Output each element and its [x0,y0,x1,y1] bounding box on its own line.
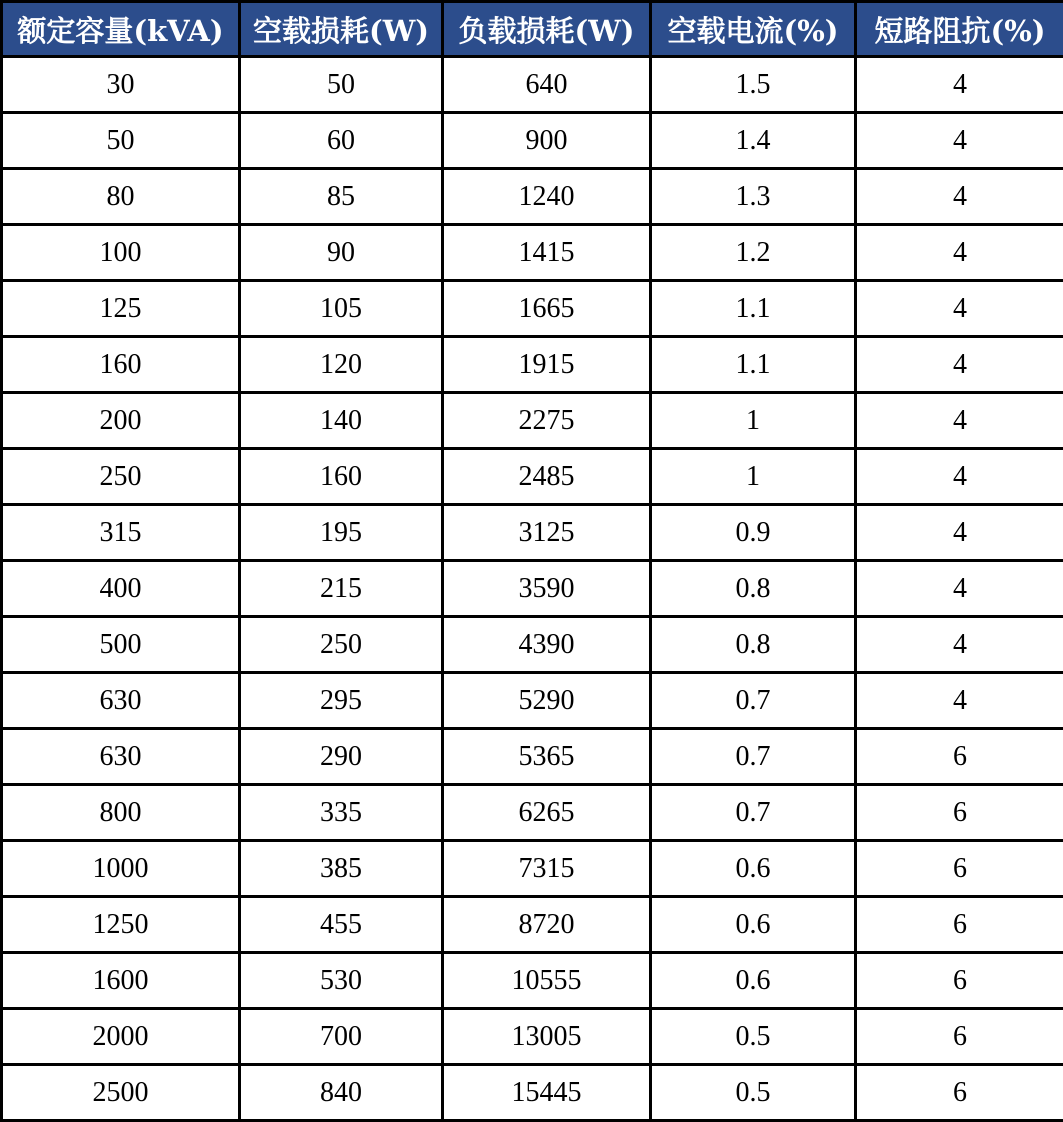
cell-short-circuit-impedance: 6 [856,841,1063,897]
table-row [2,449,1063,505]
table-row [2,785,1063,841]
cell-short-circuit-impedance: 4 [856,393,1063,449]
table-row [2,1065,1063,1121]
cell-load-loss: 3590 [443,561,651,617]
cell-rated-capacity: 30 [2,57,240,113]
table-row [2,897,1063,953]
cell-rated-capacity: 125 [2,281,240,337]
cell-load-loss: 10555 [443,953,651,1009]
table-row [2,393,1063,449]
cell-short-circuit-impedance: 6 [856,729,1063,785]
cell-no-load-loss: 85 [240,169,443,225]
cell-short-circuit-impedance: 4 [856,449,1063,505]
cell-no-load-loss: 335 [240,785,443,841]
cell-no-load-loss: 215 [240,561,443,617]
table-row [2,953,1063,1009]
cell-no-load-loss: 530 [240,953,443,1009]
cell-no-load-loss: 105 [240,281,443,337]
cell-rated-capacity: 630 [2,729,240,785]
header-no-load-current: 空载电流(%) [651,2,856,57]
cell-load-loss: 900 [443,113,651,169]
cell-rated-capacity: 500 [2,617,240,673]
cell-rated-capacity: 800 [2,785,240,841]
table-row [2,57,1063,113]
cell-short-circuit-impedance: 6 [856,1065,1063,1121]
cell-rated-capacity: 80 [2,169,240,225]
cell-no-load-current: 1.5 [651,57,856,113]
table-row [2,561,1063,617]
table-row [2,673,1063,729]
header-load-loss: 负载损耗(W) [443,2,651,57]
cell-no-load-current: 1.1 [651,337,856,393]
cell-no-load-current: 0.7 [651,729,856,785]
header-rated-capacity: 额定容量(kVA) [2,2,240,57]
cell-rated-capacity: 630 [2,673,240,729]
cell-no-load-current: 1.1 [651,281,856,337]
table-row [2,113,1063,169]
cell-no-load-loss: 385 [240,841,443,897]
cell-load-loss: 13005 [443,1009,651,1065]
cell-short-circuit-impedance: 4 [856,113,1063,169]
cell-rated-capacity: 50 [2,113,240,169]
cell-no-load-current: 0.6 [651,897,856,953]
table-header [2,2,1063,57]
cell-no-load-current: 0.6 [651,953,856,1009]
cell-rated-capacity: 100 [2,225,240,281]
cell-short-circuit-impedance: 4 [856,673,1063,729]
cell-no-load-loss: 455 [240,897,443,953]
header-row [2,2,1063,57]
cell-no-load-loss: 120 [240,337,443,393]
cell-no-load-loss: 195 [240,505,443,561]
cell-load-loss: 2485 [443,449,651,505]
cell-no-load-current: 0.5 [651,1009,856,1065]
table-row [2,337,1063,393]
header-no-load-loss: 空载损耗(W) [240,2,443,57]
cell-no-load-loss: 50 [240,57,443,113]
table-row [2,169,1063,225]
cell-no-load-loss: 290 [240,729,443,785]
cell-rated-capacity: 2000 [2,1009,240,1065]
cell-short-circuit-impedance: 4 [856,57,1063,113]
cell-rated-capacity: 1000 [2,841,240,897]
cell-load-loss: 5365 [443,729,651,785]
header-short-circuit-impedance: 短路阻抗(%) [856,2,1063,57]
cell-load-loss: 1240 [443,169,651,225]
cell-no-load-current: 0.7 [651,673,856,729]
table-row [2,617,1063,673]
cell-short-circuit-impedance: 4 [856,337,1063,393]
cell-rated-capacity: 1600 [2,953,240,1009]
cell-no-load-loss: 60 [240,113,443,169]
cell-no-load-loss: 840 [240,1065,443,1121]
cell-no-load-loss: 160 [240,449,443,505]
cell-no-load-current: 1.4 [651,113,856,169]
cell-load-loss: 6265 [443,785,651,841]
cell-rated-capacity: 400 [2,561,240,617]
cell-load-loss: 3125 [443,505,651,561]
cell-no-load-current: 0.8 [651,617,856,673]
cell-short-circuit-impedance: 4 [856,281,1063,337]
cell-no-load-current: 1 [651,449,856,505]
cell-no-load-current: 1.2 [651,225,856,281]
cell-load-loss: 5290 [443,673,651,729]
cell-rated-capacity: 160 [2,337,240,393]
cell-no-load-current: 0.6 [651,841,856,897]
cell-no-load-current: 0.5 [651,1065,856,1121]
cell-short-circuit-impedance: 4 [856,169,1063,225]
cell-no-load-current: 0.8 [651,561,856,617]
table-row [2,841,1063,897]
cell-load-loss: 1665 [443,281,651,337]
cell-short-circuit-impedance: 6 [856,953,1063,1009]
cell-no-load-loss: 250 [240,617,443,673]
cell-short-circuit-impedance: 4 [856,505,1063,561]
cell-load-loss: 1915 [443,337,651,393]
cell-short-circuit-impedance: 4 [856,561,1063,617]
cell-no-load-current: 0.9 [651,505,856,561]
table-row [2,1009,1063,1065]
cell-load-loss: 15445 [443,1065,651,1121]
cell-no-load-loss: 140 [240,393,443,449]
cell-load-loss: 1415 [443,225,651,281]
cell-short-circuit-impedance: 6 [856,785,1063,841]
cell-load-loss: 2275 [443,393,651,449]
cell-short-circuit-impedance: 6 [856,897,1063,953]
cell-rated-capacity: 315 [2,505,240,561]
cell-short-circuit-impedance: 4 [856,225,1063,281]
cell-no-load-current: 1 [651,393,856,449]
table-row [2,225,1063,281]
cell-load-loss: 640 [443,57,651,113]
table-row [2,505,1063,561]
cell-rated-capacity: 2500 [2,1065,240,1121]
cell-no-load-loss: 90 [240,225,443,281]
cell-no-load-loss: 295 [240,673,443,729]
cell-rated-capacity: 1250 [2,897,240,953]
table-body [2,57,1063,1121]
cell-rated-capacity: 200 [2,393,240,449]
table-row [2,281,1063,337]
cell-no-load-loss: 700 [240,1009,443,1065]
cell-short-circuit-impedance: 6 [856,1009,1063,1065]
cell-load-loss: 4390 [443,617,651,673]
cell-no-load-current: 0.7 [651,785,856,841]
cell-load-loss: 8720 [443,897,651,953]
cell-no-load-current: 1.3 [651,169,856,225]
cell-short-circuit-impedance: 4 [856,617,1063,673]
table-row [2,729,1063,785]
cell-load-loss: 7315 [443,841,651,897]
cell-rated-capacity: 250 [2,449,240,505]
